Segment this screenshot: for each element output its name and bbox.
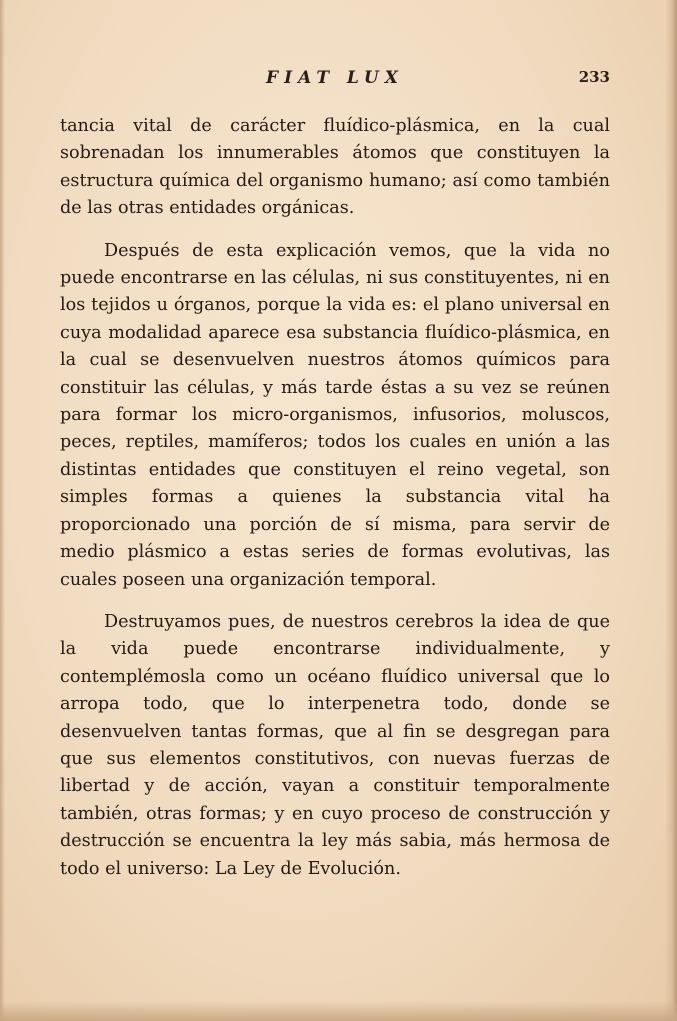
paragraph-life-explanation: Después de esta explicación vemos, que la vida no puede encontrarse en las células, ni sus constituyentes, ni en los tejidos u órganos, porque la vida es: el plano universal en cuya modalidad aparece esa substancia fluídico-plásmica, en la cual se desenvuelven nuestros átomos químicos para constituir las células, y más tarde éstas a su vez se reúnen para formar los micro-organismos, infusorios, moluscos, peces, reptiles, mamíferos; todos los cuales en unión a las distintas entidades que constituyen el reino vegetal, son simples formas a quienes la substancia vital ha proporcionado una porción de sí misma, para servir de medio plásmico a estas series de formas evolutivas, las cuales poseen una organización temporal. <box>60 240 610 590</box>
page-left-edge <box>0 0 5 1021</box>
running-title: FIAT LUX <box>266 68 404 88</box>
paragraph-continuation: tancia vital de carácter fluídico-plásmica, en la cual sobrenadan los innumerables átomos que constituyen la estructura química del organismo humano; así como también de las otras entidades orgánicas. <box>60 116 610 219</box>
body-text <box>60 113 610 883</box>
paragraph-law-of-evolution: Destruyamos pues, de nuestros cerebros la idea de que la vida puede encontrarse individualmente, y contemplémosla como un océano fluídico universal que lo arropa todo, que lo interpenetra todo, donde se desenvuelven tantas formas, que al fin se desgregan para que sus elementos constitutivos, con nuevas fuerzas de libertad y de acción, vayan a constituir temporalmente también, otras formas; y en cuyo proceso de construcción y destrucción se encuentra la ley más sabia, más hermosa de todo el universo: La Ley de Evolución. <box>60 611 610 879</box>
page-number: 233 <box>578 68 610 86</box>
page-bottom-edge <box>0 1001 677 1021</box>
page-right-edge <box>665 0 677 1021</box>
page-header <box>60 68 610 92</box>
